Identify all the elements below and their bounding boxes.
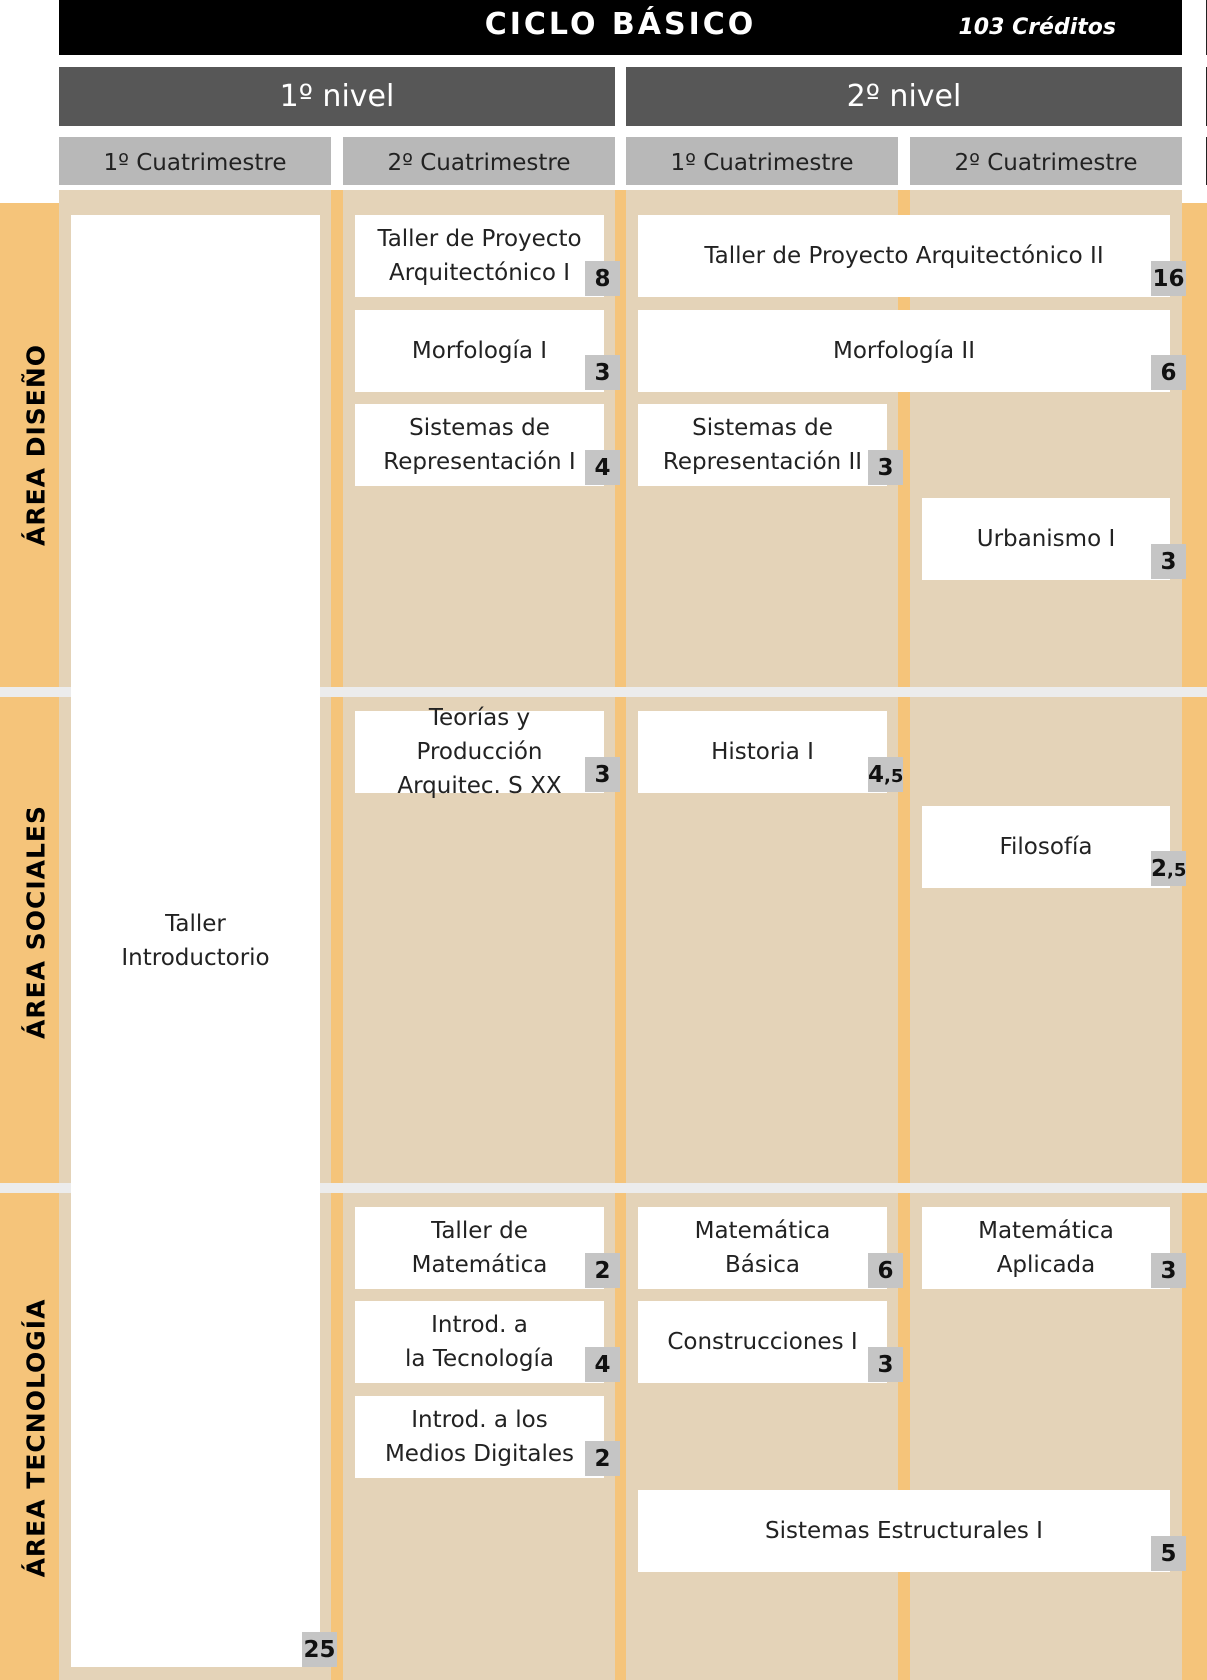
subject-name: Construcciones I [667, 1329, 858, 1355]
credit-value: 2 [1151, 856, 1168, 882]
semester-header: 2º Cuatrimestre [343, 137, 615, 185]
credit-badge: 4 [585, 1347, 620, 1382]
subject-card-construcciones1[interactable] [638, 1301, 887, 1383]
credit-decimal: ,5 [884, 766, 904, 787]
credit-badge: 25 [302, 1632, 337, 1667]
subject-name: Taller de [431, 1218, 528, 1244]
subject-name: Representación I [383, 449, 576, 475]
credit-badge: 5 [1151, 1536, 1186, 1571]
column-divider [898, 190, 910, 1680]
credit-badge: 2 [585, 1441, 620, 1476]
credit-badge: 3 [868, 450, 903, 485]
subject-name: Matemática [978, 1218, 1114, 1244]
subject-name: la Tecnología [405, 1346, 554, 1372]
credit-badge: 3 [1151, 544, 1186, 579]
subject-card-teorias[interactable] [355, 705, 604, 799]
level-2-header: 2º nivel [626, 67, 1182, 126]
semester-header: 1º Cuatrimestre [59, 137, 331, 185]
subject-name: Taller de Proyecto [377, 226, 582, 252]
subject-name: Sistemas de [692, 415, 833, 441]
subject-name: Urbanismo I [976, 526, 1116, 552]
total-credits: 103 Créditos [958, 15, 1116, 40]
area-label-tecnologia: ÁREA TECNOLOGÍA [21, 1298, 51, 1578]
subject-name: Taller de Proyecto Arquitectónico II [704, 243, 1104, 269]
subject-card-sr2[interactable] [638, 404, 887, 486]
subject-name: Aplicada [996, 1252, 1096, 1278]
credit-badge [1151, 851, 1186, 886]
subject-card-sr1[interactable] [355, 404, 604, 486]
subject-card-morfologia1[interactable] [355, 310, 604, 392]
credit-badge: 4 [585, 450, 620, 485]
credit-badge [868, 757, 903, 792]
subject-card-taller-matematica[interactable] [355, 1207, 604, 1289]
credit-decimal: ,5 [1167, 860, 1187, 881]
subject-name: Medios Digitales [384, 1441, 575, 1467]
credit-badge: 3 [585, 355, 620, 390]
level-1-header: 1º nivel [59, 67, 615, 126]
subject-card-filosofia[interactable] [922, 806, 1170, 888]
subject-card-matematica-basica[interactable] [638, 1207, 887, 1289]
credit-badge: 3 [868, 1347, 903, 1382]
subject-card-tpa1[interactable] [355, 215, 604, 297]
credit-badge: 2 [585, 1253, 620, 1288]
cycle-title: CICLO BÁSICO [484, 7, 757, 42]
subject-name: Representación II [662, 449, 863, 475]
credit-badge: 6 [868, 1253, 903, 1288]
subject-card-historia1[interactable] [638, 711, 887, 793]
subject-card-tpa2[interactable] [638, 215, 1170, 297]
subject-name: Sistemas de [409, 415, 550, 441]
subject-name: Morfología II [833, 338, 975, 364]
subject-card-urbanismo1[interactable] [922, 498, 1170, 580]
credit-badge: 16 [1151, 261, 1186, 296]
subject-card-intro-medios[interactable] [355, 1396, 604, 1478]
subject-name: Sistemas Estructurales I [765, 1518, 1043, 1544]
area-label-sociales: ÁREA SOCIALES [21, 805, 51, 1039]
subject-name: Morfología I [411, 338, 548, 364]
subject-name: Taller [165, 911, 226, 937]
subject-name: Introd. a [431, 1312, 528, 1338]
area-label-diseno: ÁREA DISEÑO [21, 343, 51, 547]
credit-badge: 6 [1151, 355, 1186, 390]
credit-badge: 3 [1151, 1253, 1186, 1288]
subject-card-matematica-aplicada[interactable] [922, 1207, 1170, 1289]
credit-badge: 8 [585, 261, 620, 296]
subject-name: Teorías y Producción [416, 705, 543, 765]
semester-column [910, 190, 1182, 1680]
credit-value: 4 [868, 762, 885, 788]
subject-card-taller-introductorio[interactable] [71, 215, 320, 1667]
subject-card-sistemas-estructurales1[interactable] [638, 1490, 1170, 1572]
subject-name: Historia I [711, 739, 814, 765]
column-divider [1182, 203, 1207, 1680]
subject-name: Arquitec. S XX [397, 773, 562, 799]
credit-badge: 3 [585, 757, 620, 792]
subject-name: Arquitectónico I [388, 260, 571, 286]
subject-name: Matemática [694, 1218, 831, 1244]
subject-card-morfologia2[interactable] [638, 310, 1170, 392]
subject-name: Introductorio [121, 945, 270, 971]
semester-header: 2º Cuatrimestre [910, 137, 1182, 185]
semester-header: 1º Cuatrimestre [626, 137, 898, 185]
subject-name: Introd. a los [411, 1407, 548, 1433]
subject-card-intro-tecnologia[interactable] [355, 1301, 604, 1383]
column-divider [331, 190, 343, 1680]
subject-name: Filosofía [999, 834, 1093, 860]
subject-name: Matemática [411, 1252, 548, 1278]
subject-name: Básica [724, 1252, 800, 1278]
